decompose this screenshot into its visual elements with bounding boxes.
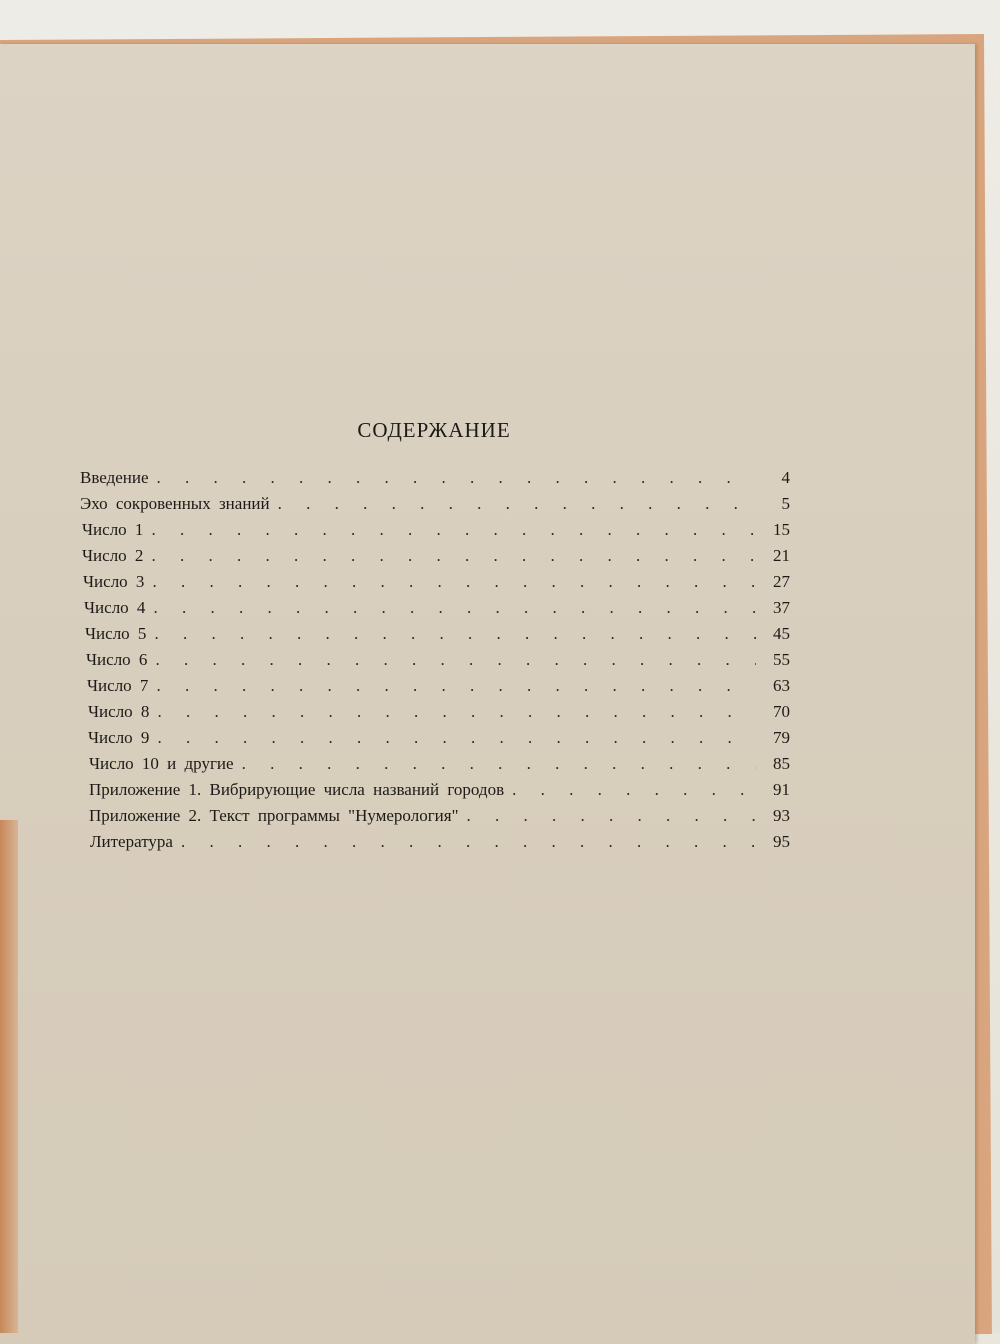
toc-leader-dots bbox=[157, 699, 756, 725]
toc-entry-page: 85 bbox=[773, 754, 790, 773]
toc-leader-dots bbox=[512, 777, 756, 803]
toc-entry bbox=[78, 491, 790, 517]
toc-entry bbox=[78, 517, 790, 543]
toc-leader-dots bbox=[181, 829, 756, 855]
toc-entry-label: Число 2 bbox=[82, 546, 144, 565]
toc-entry-page: 55 bbox=[773, 650, 790, 669]
toc-title: СОДЕРЖАНИЕ bbox=[357, 418, 511, 442]
toc-entry-label: Число 5 bbox=[85, 624, 147, 643]
toc-leader-dots bbox=[242, 751, 756, 777]
toc-entry-page: 5 bbox=[781, 494, 790, 513]
toc-entry-label: Число 3 bbox=[83, 572, 145, 591]
toc-entry-page: 27 bbox=[773, 572, 790, 591]
toc-leader-dots bbox=[151, 543, 756, 569]
toc-entry bbox=[78, 699, 790, 725]
table-of-contents bbox=[78, 418, 790, 855]
toc-entry bbox=[78, 673, 790, 699]
toc-entry-label: Литература bbox=[90, 832, 173, 851]
toc-entry-label: Эхо сокровенных знаний bbox=[80, 494, 270, 513]
toc-entry bbox=[78, 777, 790, 803]
toc-entry-page: 91 bbox=[773, 780, 790, 799]
toc-entry bbox=[78, 751, 790, 777]
toc-entry-page: 70 bbox=[773, 702, 790, 721]
toc-leader-dots bbox=[151, 517, 756, 543]
toc-entry bbox=[78, 725, 790, 751]
toc-entry-label: Число 7 bbox=[87, 676, 149, 695]
toc-entry-page: 93 bbox=[773, 806, 790, 825]
toc-entry bbox=[78, 647, 790, 673]
book-binding-edge bbox=[0, 820, 18, 1333]
toc-entry-page: 63 bbox=[773, 676, 790, 695]
toc-entry-label: Приложение 1. Вибрирующие числа названий городов bbox=[89, 780, 505, 799]
toc-leader-dots bbox=[278, 491, 756, 517]
toc-entry-page: 95 bbox=[773, 832, 790, 851]
toc-entry bbox=[78, 595, 790, 621]
toc-leader-dots bbox=[152, 569, 756, 595]
toc-entry bbox=[78, 543, 790, 569]
toc-entry-label: Число 6 bbox=[86, 650, 148, 669]
toc-entry-label: Введение bbox=[80, 468, 149, 487]
toc-entry bbox=[78, 621, 790, 647]
toc-entry-page: 21 bbox=[773, 546, 790, 565]
toc-entry-label: Приложение 2. Текст программы "Нумерология" bbox=[89, 806, 459, 825]
toc-entry-label: Число 1 bbox=[82, 520, 144, 539]
toc-leader-dots bbox=[467, 803, 756, 829]
toc-leader-dots bbox=[157, 465, 756, 491]
toc-leader-dots bbox=[156, 673, 756, 699]
toc-entry-page: 45 bbox=[773, 624, 790, 643]
toc-entry-label: Число 4 bbox=[84, 598, 146, 617]
toc-entry bbox=[78, 829, 790, 855]
toc-entry-label: Число 8 bbox=[88, 702, 150, 721]
toc-leader-dots bbox=[157, 725, 756, 751]
toc-entry-page: 79 bbox=[773, 728, 790, 747]
toc-entry-page: 4 bbox=[781, 468, 790, 487]
toc-entry-page: 37 bbox=[773, 598, 790, 617]
toc-entry-label: Число 9 bbox=[88, 728, 150, 747]
toc-entry bbox=[78, 803, 790, 829]
toc-entry-label: Число 10 и другие bbox=[89, 754, 234, 773]
toc-leader-dots bbox=[153, 595, 756, 621]
toc-leader-dots bbox=[155, 647, 756, 673]
toc-entry bbox=[78, 569, 790, 595]
toc-leader-dots bbox=[154, 621, 756, 647]
toc-entry-page: 15 bbox=[773, 520, 790, 539]
toc-entry bbox=[78, 465, 790, 491]
